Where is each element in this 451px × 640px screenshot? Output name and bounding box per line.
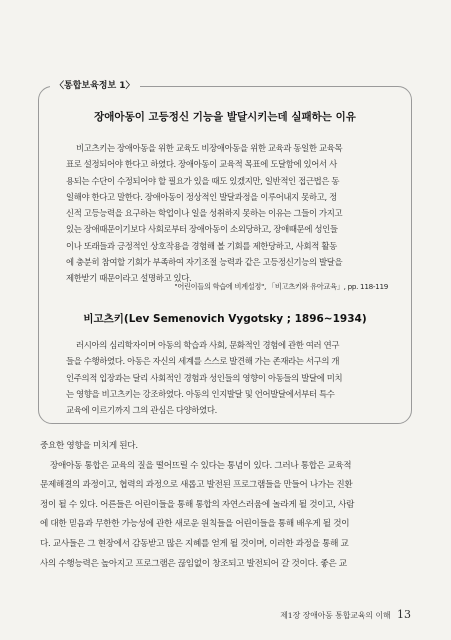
text-line: 정이 될 수 있다. 어른들은 어린이들을 통해 통합의 자연스러움에 놀라게 될 것이고, 사람 bbox=[40, 499, 355, 510]
text-line: 이나 또래들과 긍정적인 상호작용을 경험해 볼 기회를 제한당하고, 사회적 활동 bbox=[66, 240, 337, 251]
text-line: 인주의적 입장과는 달리 사회적인 경험과 성인들의 영향이 아동들의 발달에 미치 bbox=[66, 372, 343, 383]
text-line: 사의 수행능력은 높아지고 프로그램은 끊임없이 창조되고 발전되어 갈 것이다. 좋은 교 bbox=[40, 558, 347, 569]
text-line: 다. 교사들은 그 현장에서 감동받고 많은 지혜를 얻게 될 것이며, 이러한 과정을 통해 교 bbox=[40, 538, 349, 549]
section-title: 비고츠키(Lev Semenovich Vygotsky ; 1896~1934) bbox=[83, 313, 367, 325]
box-paragraph-1 bbox=[66, 140, 388, 287]
text-line: 용되는 수단이 수정되어야 할 필요가 있을 때도 있겠지만, 일반적인 접근법은 동 bbox=[66, 175, 340, 186]
box-tag: 〈통합보육정보 1〉 bbox=[50, 79, 140, 93]
text-line: 신적 고등능력을 요구하는 학업이나 일을 성취하지 못하는 이유는 그들이 가지고 bbox=[66, 208, 343, 219]
text-line: 에 대한 믿음과 무한한 가능성에 관한 새로운 원칙들을 어린이들을 통해 배우게 될 것이 bbox=[40, 519, 350, 530]
text-line: 중요한 영향을 미치게 된다. bbox=[40, 441, 138, 451]
page-number: 13 bbox=[397, 608, 411, 621]
chapter-title: 제1장 장애아동 통합교육의 이해 bbox=[280, 611, 391, 620]
text-line: 표로 설정되어야 한다고 하였다. 장애아동이 교육적 목표에 도달함에 있어서 사 bbox=[66, 159, 337, 170]
text-line: 일해야 한다고 말한다. 장애아동이 정상적인 발달과정을 이루어내지 못하고, 정 bbox=[66, 191, 337, 202]
text-line: 장애아동 통합은 교육의 질을 떨어뜨릴 수 있다는 통념이 있다. 그러나 통합은 교육적 bbox=[50, 460, 352, 471]
text-line: 비고츠키는 장애아동을 위한 교육도 비장애아동을 위한 교육과 동일한 교육목 bbox=[76, 143, 343, 153]
box-paragraph-2 bbox=[66, 337, 388, 418]
box-title: 장애아동이 고등정신 기능을 발달시키는데 실패하는 이유 bbox=[94, 111, 356, 123]
text-line: 는 영향을 비고츠키는 강조하였다. 아동의 인지발달 및 언어발달에서부터 특수 bbox=[66, 388, 335, 399]
page-footer bbox=[280, 608, 411, 621]
text-line: 교육에 이르기까지 그의 관심은 다양하였다. bbox=[66, 405, 217, 416]
text-line: 제한받기 때문이라고 설명하고 있다. bbox=[66, 273, 192, 284]
text-line: 들을 수행하였다. 아동은 자신의 세계를 스스로 발견해 가는 존재라는 서구의 개 bbox=[66, 356, 340, 367]
text-line: 러시아의 심리학자이며 아동의 학습과 사회, 문화적인 경험에 관한 여러 연구 bbox=[76, 340, 340, 350]
body-text bbox=[40, 437, 412, 574]
text-line: 있는 장애때문이기보다 사회로부터 장애아동이 소외당하고, 장애때문에 성인들 bbox=[66, 224, 338, 235]
text-line: 문제해결의 과정이고, 협력의 과정으로 새롭고 발전된 프로그램들을 만들어 나가는 진환 bbox=[40, 480, 353, 491]
source-citation: "어린이들의 학습에 비계설정", 「비고츠키와 유아교육」, pp. 118-119 bbox=[174, 282, 388, 291]
text-line: 에 충분히 참여할 기회가 부족하여 자기조절 능력과 같은 고등정신기능의 발달을 bbox=[66, 257, 343, 268]
